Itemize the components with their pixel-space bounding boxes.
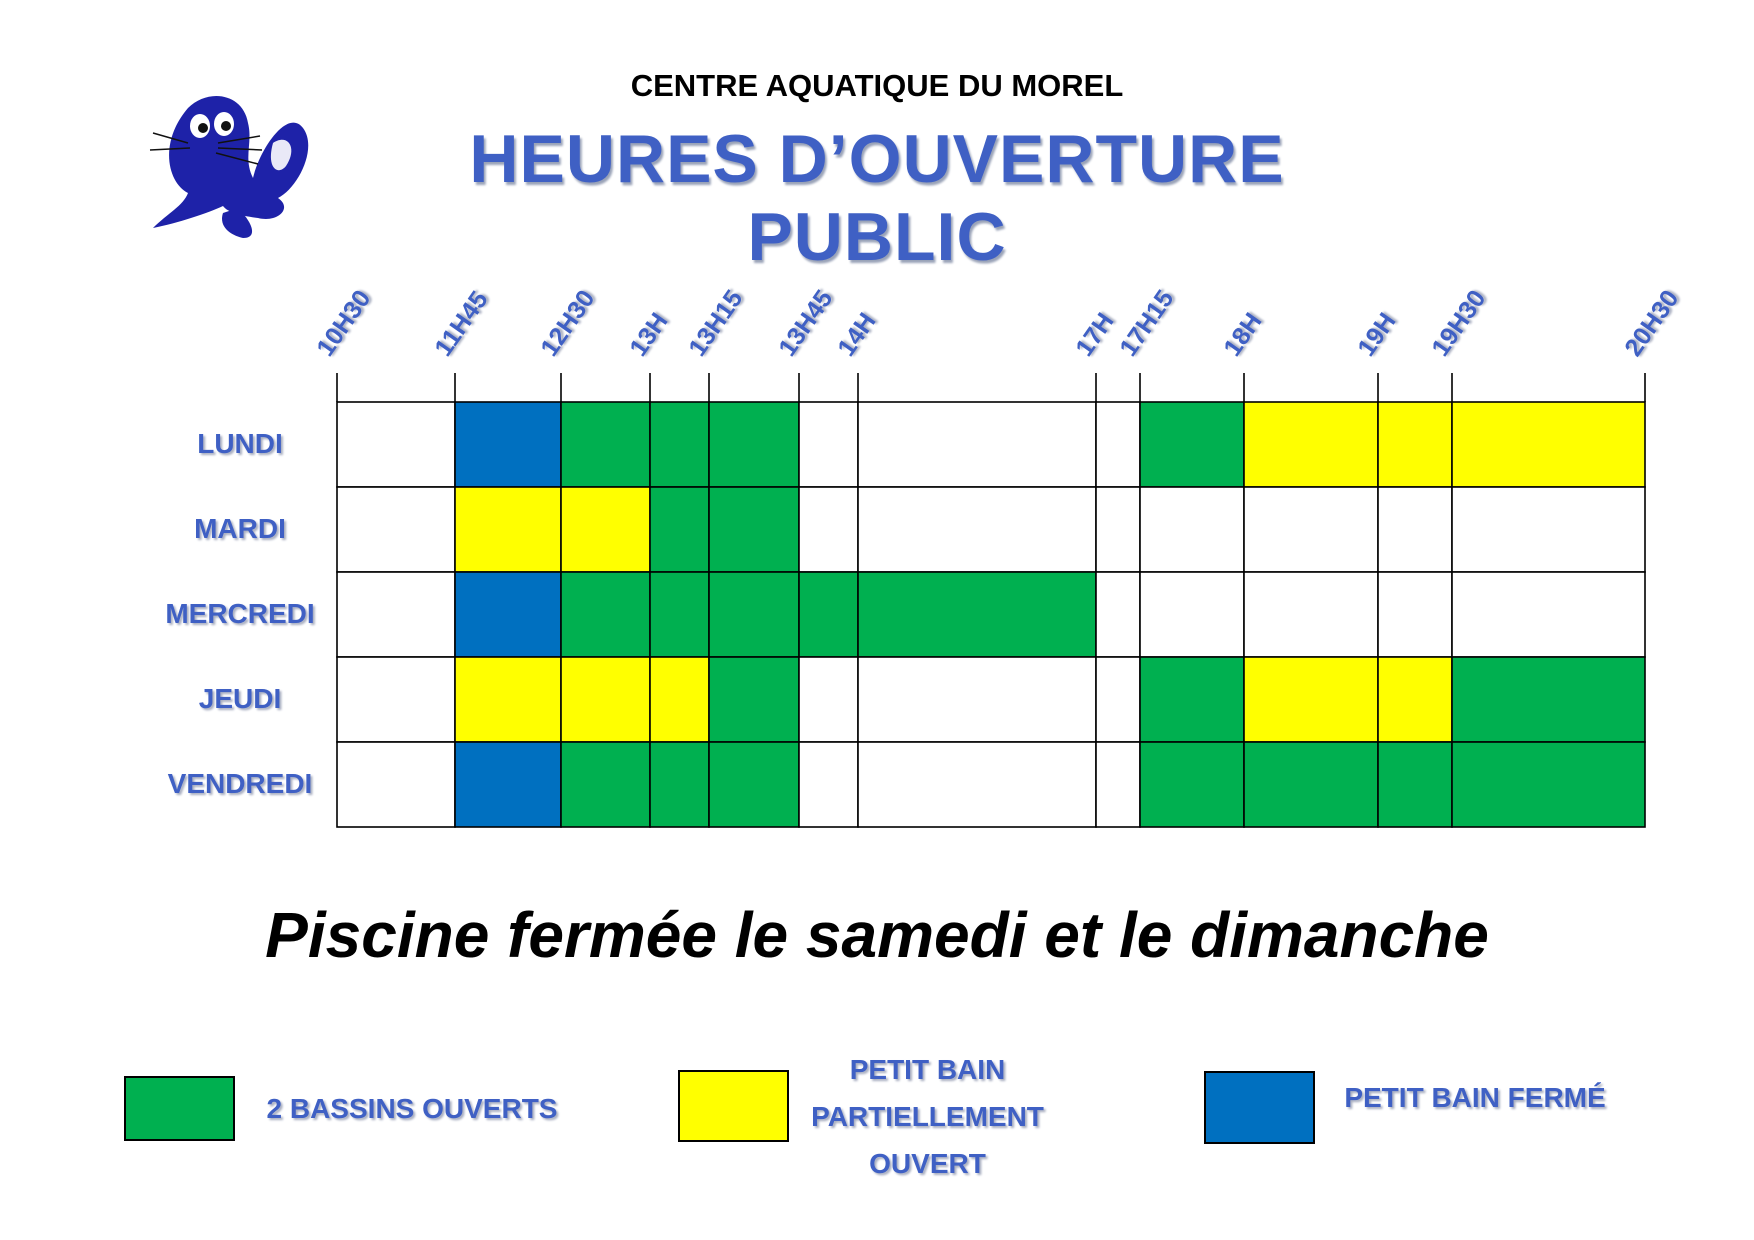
schedule-cell-lundi-10 [1378,402,1452,487]
schedule-cell-lundi-8 [1140,402,1244,487]
time-label: 13H [624,307,674,362]
schedule-cell-lundi-6 [858,402,1096,487]
schedule-cell-vendredi-7 [1096,742,1140,827]
schedule-cell-vendredi-3 [650,742,709,827]
time-label: 17H [1070,307,1120,362]
time-label: 19H30 [1426,285,1492,362]
schedule-cell-mardi-11 [1452,487,1645,572]
schedule-cell-vendredi-11 [1452,742,1645,827]
closed-notice: Piscine fermée le samedi et le dimanche [265,899,1489,971]
day-label-vendredi: VENDREDI [167,768,313,799]
schedule-cell-vendredi-1 [455,742,561,827]
schedule-cell-mardi-8 [1140,487,1244,572]
schedule-cell-vendredi-6 [858,742,1096,827]
schedule-cell-mardi-10 [1378,487,1452,572]
day-label-mardi: MARDI [194,513,286,544]
schedule-cell-mercredi-3 [650,572,709,657]
time-label: 13H15 [683,285,749,362]
schedule-cell-jeudi-4 [709,657,799,742]
schedule-cell-jeudi-5 [799,657,858,742]
schedule-cell-vendredi-5 [799,742,858,827]
schedule-cell-jeudi-3 [650,657,709,742]
legend-swatch-green [124,1076,235,1141]
schedule-cell-mercredi-7 [1096,572,1140,657]
schedule-cell-vendredi-9 [1244,742,1378,827]
subtitle: CENTRE AQUATIQUE DU MOREL [630,68,1124,103]
time-label: 11H45 [429,286,494,362]
schedule-cell-vendredi-8 [1140,742,1244,827]
legend-line: OUVERT [869,1148,986,1179]
schedule-cell-mardi-9 [1244,487,1378,572]
legend-label-green [262,1085,562,1132]
day-label-mercredi: MERCREDI [165,598,315,629]
schedule-cell-mercredi-9 [1244,572,1378,657]
schedule-cell-lundi-4 [709,402,799,487]
schedule-cell-jeudi-6 [858,657,1096,742]
schedule-cell-jeudi-2 [561,657,650,742]
time-label: 19H [1352,307,1402,362]
schedule-cell-mardi-6 [858,487,1096,572]
time-label: 20H30 [1619,285,1685,362]
day-label-lundi: LUNDI [197,428,283,459]
legend-line: PETIT BAIN [849,1054,1006,1085]
legend-label-blue [1330,1074,1620,1121]
schedule-cell-mardi-7 [1096,487,1140,572]
schedule-cell-mercredi-11 [1452,572,1645,657]
schedule-cell-vendredi-4 [709,742,799,827]
page-title: HEURES D’OUVERTURE PUBLIC [469,121,1285,275]
time-label: 18H [1218,307,1268,362]
schedule-cell-jeudi-0 [337,657,455,742]
schedule-cell-vendredi-10 [1378,742,1452,827]
schedule-cell-jeudi-9 [1244,657,1378,742]
legend-line: 2 BASSINS OUVERTS [266,1093,558,1124]
schedule-cell-mardi-1 [455,487,561,572]
schedule-cell-mercredi-6 [858,572,1096,657]
schedule-cell-vendredi-2 [561,742,650,827]
schedule-cell-mercredi-2 [561,572,650,657]
time-label: 14H [832,307,882,362]
schedule-cell-jeudi-1 [455,657,561,742]
schedule-cell-mercredi-1 [455,572,561,657]
schedule-cell-mercredi-10 [1378,572,1452,657]
schedule-cell-lundi-0 [337,402,455,487]
time-label: 17H15 [1114,285,1180,362]
time-label: 12H30 [535,285,601,362]
schedule-cell-lundi-3 [650,402,709,487]
schedule-cell-jeudi-8 [1140,657,1244,742]
schedule-cell-mercredi-4 [709,572,799,657]
schedule-cell-mardi-0 [337,487,455,572]
time-label: 10H30 [311,285,377,362]
schedule-cell-lundi-9 [1244,402,1378,487]
schedule-cell-mardi-5 [799,487,858,572]
schedule-cell-vendredi-0 [337,742,455,827]
schedule-cell-mardi-2 [561,487,650,572]
schedule-cell-mercredi-5 [799,572,858,657]
legend-line: PARTIELLEMENT [811,1101,1044,1132]
schedule-cell-mardi-3 [650,487,709,572]
schedule-cell-lundi-5 [799,402,858,487]
schedule-cell-lundi-2 [561,402,650,487]
schedule-cell-mercredi-0 [337,572,455,657]
schedule-cell-lundi-7 [1096,402,1140,487]
day-label-jeudi: JEUDI [198,683,282,714]
schedule-cell-jeudi-7 [1096,657,1140,742]
legend-swatch-yellow [678,1070,789,1142]
schedule-cell-jeudi-11 [1452,657,1645,742]
legend-label-yellow [800,1046,1055,1187]
legend-line: PETIT BAIN FERMÉ [1344,1082,1606,1113]
time-label: 13H45 [773,285,839,362]
schedule-cell-jeudi-10 [1378,657,1452,742]
schedule-cell-lundi-1 [455,402,561,487]
schedule-cell-lundi-11 [1452,402,1645,487]
schedule-cell-mercredi-8 [1140,572,1244,657]
legend-swatch-blue [1204,1071,1315,1144]
schedule-cell-mardi-4 [709,487,799,572]
